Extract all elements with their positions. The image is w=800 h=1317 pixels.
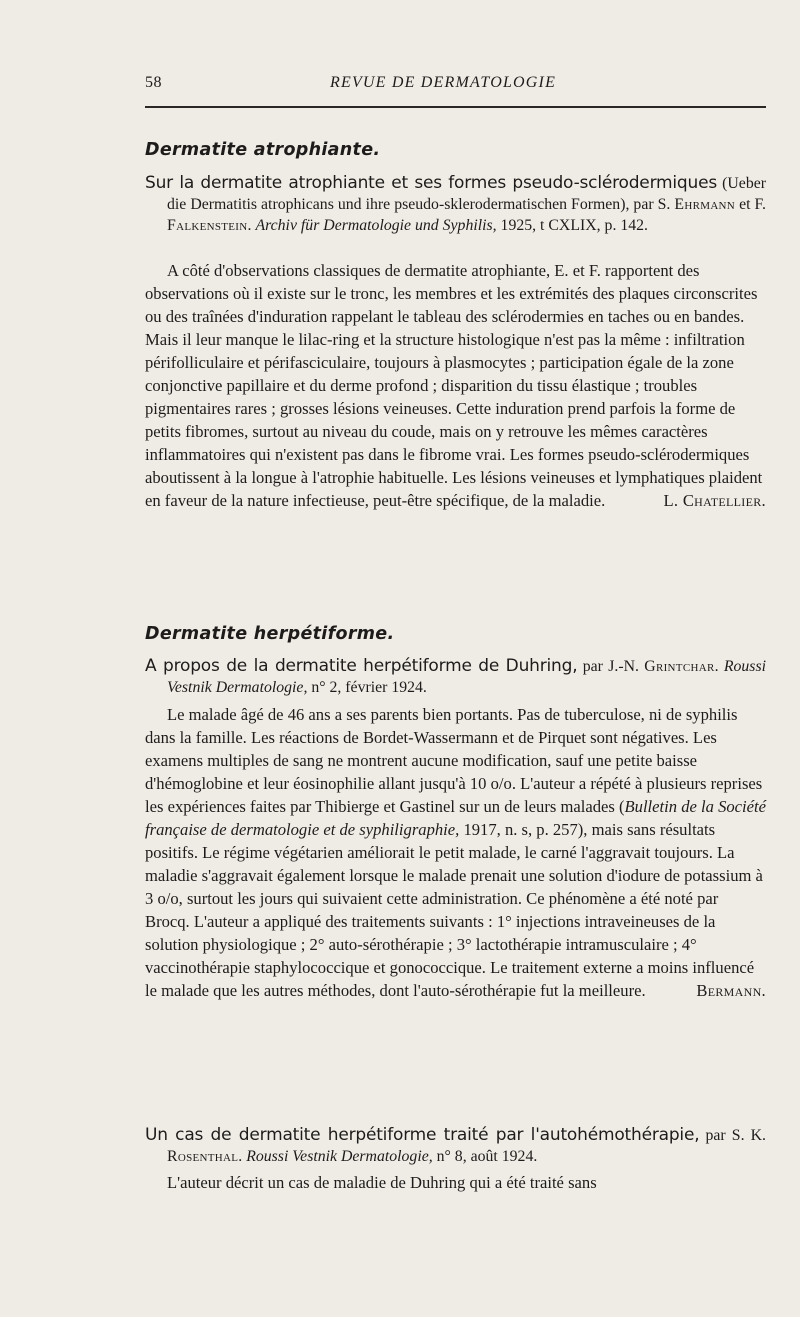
entry-rosenthal-body <box>145 1171 766 1194</box>
journal-name: Roussi Vestnik Dermatologie, <box>167 658 766 696</box>
entry-title: Un cas de dermatite herpétiforme traité par l'autohémothérapie, <box>145 1125 700 1145</box>
bulletin-reference: Bulletin de la Société française de dermatologie et de syphiligraphie, <box>145 797 766 839</box>
journal-title: REVUE DE DERMATOLOGIE <box>330 74 557 91</box>
citation: Un cas de dermatite herpétiforme traité par l'autohémothérapie, par S. K. Rosenthal. Roussi Vestnik Dermatologie, n° 8, août 1924. <box>145 1125 766 1165</box>
author-name: Grintchar <box>644 658 715 675</box>
page-number: 58 <box>145 74 162 91</box>
entry-rosenthal-citation <box>145 1124 766 1167</box>
header-rule <box>145 106 766 108</box>
entry-ehrmann-body <box>145 259 766 512</box>
abstract-body: L'auteur décrit un cas de maladie de Duhring qui a été traité sans <box>167 1173 597 1192</box>
abstract-body: Le malade âgé de 46 ans a ses parents bien portants. Pas de tuberculose, ni de syphilis dans la famille. Les réactions de Bordet-Wassermann et de Pirquet sont négatives. Les examens multiples de sang ne montrent aucune modification, sauf une petite baisse d'hémoglobine et leur éosinophilie allant jusqu'à 10 o/o. L'auteur a répété à plusieurs reprises les expériences faites par Thibierge et Gastinel sur un de leurs malades (Bulletin de la Société française de dermatologie et de syphiligraphie, 1917, n. s, p. 257), mais sans résultats positifs. Le régime végétarien améliorait le petit malade, le carné l'aggravait toujours. La maladie s'aggravait également lorsque le malade prenait une solution d'iodure de potassium à 3 o/o, surtout les jours qui suivaient cette administration. Ce phénomène a été noté par Brocq. L'auteur a appliqué des traitements suivants : 1° injections intraveineuses de la solution physiologique ; 2° auto-sérothérapie ; 3° lactothérapie intramusculaire ; 4° vaccinothérapie staphylococcique et gonococcique. Le traitement externe a moins influencé le malade que les autres méthodes, dont l'auto-sérothérapie fut la meilleure. Bermann. <box>145 705 766 1000</box>
journal-name: Archiv für Dermatologie und Syphilis, <box>255 217 497 234</box>
entry-grintchar-citation <box>145 655 766 698</box>
citation: Sur la dermatite atrophiante et ses formes pseudo-sclérodermiques (Ueber die Dermatitis atrophicans und ihre pseudo-sklerodermatischen Formen), par S. Ehrmann et F. Falkenstein. Archiv für Dermatologie und Syphilis, 1925, t CXLIX, p. 142. <box>145 173 766 234</box>
citation: A propos de la dermatite herpétiforme de Duhring, par J.-N. Grintchar. Roussi Vestnik Dermatologie, n° 2, février 1924. <box>145 656 766 696</box>
author-name: Rosenthal <box>167 1148 239 1165</box>
author-name: Falkenstein <box>167 217 248 234</box>
section-title-atrophiante: Dermatite atrophiante. <box>145 140 381 160</box>
section-title-herpetiforme: Dermatite herpétiforme. <box>145 624 395 644</box>
reviewer-signature: L. Chatellier. <box>663 491 766 510</box>
entry-title: Sur la dermatite atrophiante et ses formes pseudo-sclérodermiques <box>145 173 718 193</box>
reviewer-signature: Bermann. <box>696 981 766 1000</box>
running-head <box>145 74 766 100</box>
entry-title: A propos de la dermatite herpétiforme de Duhring, <box>145 656 578 676</box>
abstract-body: A côté d'observations classiques de dermatite atrophiante, E. et F. rapportent des observations où il existe sur le tronc, les membres et les extrémités des plaques circonscrites ou des traînées d'induration rappelant le tableau des sclérodermies en taches ou en bandes. Mais il leur manque le lilac-ring et la structure histologique n'est pas la même : infiltration périfolliculaire et périfasciculaire, toujours à plasmocytes ; participation égale de la zone conjonctive papillaire et du derme profond ; disparition du tissu élastique ; troubles pigmentaires rares ; grosses lésions veineuses. Cette induration prend parfois la forme de petits fibromes, surtout au niveau du coude, mais on y retrouve les mêmes caractères inflammatoires qui n'existent pas dans le fibrome vrai. Les formes pseudo-sclérodermiques aboutissent à la longue à l'atrophie habituelle. Les lésions veineuses et lymphatiques plaident en faveur de la nature infectieuse, peut-être spécifique, de la maladie. L. Chatellier. <box>145 261 766 510</box>
entry-ehrmann-citation <box>145 172 766 236</box>
author-name: Ehrmann <box>674 196 736 213</box>
entry-grintchar-body <box>145 703 766 1002</box>
journal-name: Roussi Vestnik Dermatologie, <box>246 1148 433 1165</box>
